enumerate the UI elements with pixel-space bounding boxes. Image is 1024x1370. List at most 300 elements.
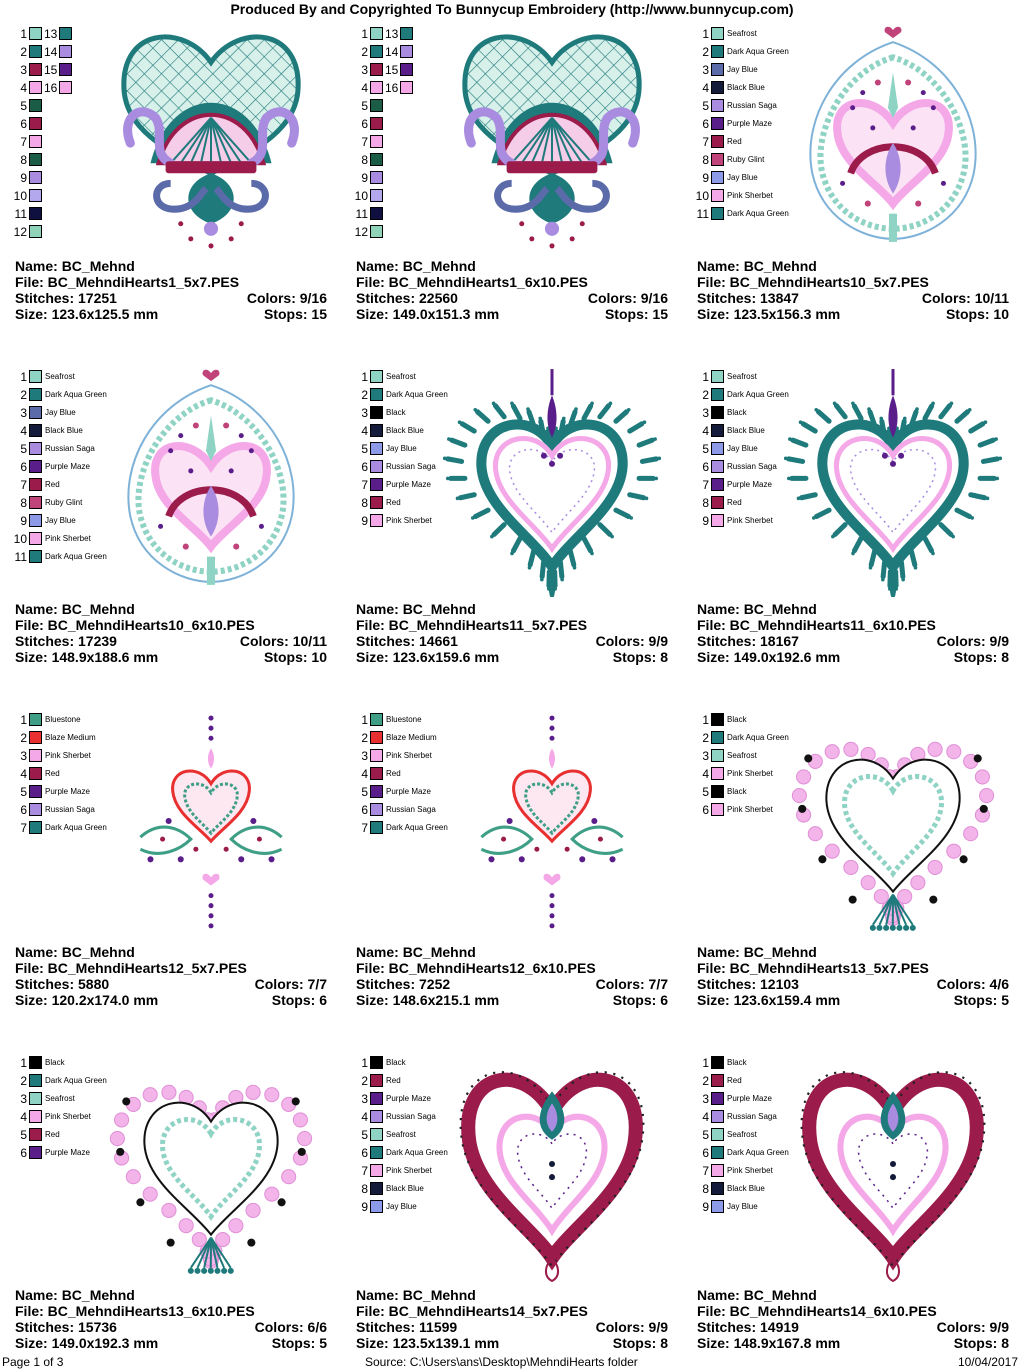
color-swatch (370, 496, 383, 509)
color-count: 7/7 (307, 976, 327, 992)
color-number: 12 (354, 225, 368, 239)
design-card (682, 363, 1024, 706)
design-info (356, 944, 668, 1008)
color-number: 8 (20, 496, 27, 510)
color-swatch (711, 1074, 724, 1087)
color-swatch (711, 731, 724, 744)
thread-name: Black (727, 787, 747, 796)
heart-embroidery-image (778, 1051, 1008, 1283)
color-swatch (711, 153, 724, 166)
design-info (697, 1287, 1009, 1351)
color-number: 2 (361, 388, 368, 402)
color-swatch (29, 1128, 42, 1141)
thread-name: Seafrost (45, 372, 75, 381)
design-size: 123.6x159.4 mm (733, 992, 841, 1008)
color-swatch (711, 713, 724, 726)
color-number: 10 (354, 189, 368, 203)
color-number: 3 (702, 1092, 709, 1106)
thread-name: Jay Blue (727, 65, 758, 74)
stitches-label: Stitches: (356, 1319, 416, 1335)
color-number: 11 (355, 207, 368, 221)
stitch-count: 14919 (760, 1319, 799, 1335)
colors-label: Colors: (921, 290, 971, 306)
color-swatch (370, 1146, 383, 1159)
color-number: 13 (385, 27, 399, 41)
color-count: 4/6 (989, 976, 1009, 992)
stop-count: 15 (652, 306, 668, 322)
color-number: 4 (20, 1110, 27, 1124)
colors-label: Colors: (936, 1319, 986, 1335)
thread-name: Jay Blue (45, 408, 76, 417)
color-number: 2 (20, 1074, 27, 1088)
colors-label: Colors: (595, 1319, 645, 1335)
color-number: 9 (702, 514, 709, 528)
stitch-count: 5880 (78, 976, 110, 992)
color-number: 2 (361, 1074, 368, 1088)
color-swatch (400, 81, 413, 94)
color-number: 9 (702, 171, 709, 185)
color-swatch (370, 1164, 383, 1177)
design-name: BC_Mehnd (743, 601, 817, 617)
file-label: File: (15, 960, 44, 976)
thread-name: Black Blue (727, 1184, 765, 1193)
color-count: 9/16 (640, 290, 668, 306)
color-number: 3 (702, 63, 709, 77)
thread-name: Red (727, 498, 742, 507)
color-swatch (29, 207, 42, 220)
colors-label: Colors: (595, 633, 645, 649)
thread-name: Dark Aqua Green (727, 390, 789, 399)
thread-name: Jay Blue (386, 1202, 417, 1211)
thread-name: Seafrost (727, 751, 757, 760)
color-number: 4 (702, 1110, 709, 1124)
file-label: File: (356, 1303, 385, 1319)
design-name: BC_Mehnd (61, 1287, 135, 1303)
size-label: Size: (356, 306, 389, 322)
design-name: BC_Mehnd (402, 1287, 476, 1303)
color-number: 3 (20, 63, 27, 77)
thread-name: Ruby Glint (727, 155, 765, 164)
color-swatch (711, 406, 724, 419)
thread-name: Dark Aqua Green (386, 823, 448, 832)
color-number: 2 (20, 45, 27, 59)
color-number: 4 (20, 767, 27, 781)
color-swatch (370, 460, 383, 473)
stitch-count: 17251 (78, 290, 117, 306)
stops-label: Stops: (953, 649, 998, 665)
color-number: 6 (361, 117, 368, 131)
design-name: BC_Mehnd (743, 944, 817, 960)
color-swatch (711, 803, 724, 816)
color-swatch (29, 388, 42, 401)
design-info (15, 944, 327, 1008)
color-number: 8 (361, 496, 368, 510)
thread-name: Black Blue (386, 1184, 424, 1193)
design-size: 123.6x125.5 mm (51, 306, 159, 322)
colors-label: Colors: (587, 290, 637, 306)
thread-name: Black (727, 1058, 747, 1067)
color-swatch (711, 749, 724, 762)
color-number: 2 (20, 388, 27, 402)
stitches-label: Stitches: (15, 290, 75, 306)
color-number: 3 (361, 63, 368, 77)
file-label: File: (356, 960, 385, 976)
color-number: 4 (361, 767, 368, 781)
file-label: File: (15, 274, 44, 290)
color-swatch (711, 81, 724, 94)
file-label: File: (697, 1303, 726, 1319)
size-label: Size: (15, 992, 48, 1008)
file-label: File: (697, 617, 726, 633)
design-size: 149.0x192.6 mm (733, 649, 841, 665)
file-label: File: (697, 274, 726, 290)
colors-label: Colors: (936, 976, 986, 992)
color-number: 12 (13, 225, 27, 239)
color-swatch (370, 370, 383, 383)
thread-name: Pink Sherbet (727, 769, 773, 778)
color-count: 7/7 (648, 976, 668, 992)
color-number: 2 (361, 731, 368, 745)
color-count: 9/9 (989, 1319, 1009, 1335)
color-swatch (59, 27, 72, 40)
design-name: BC_Mehnd (61, 601, 135, 617)
stitch-count: 12103 (760, 976, 799, 992)
color-number: 5 (702, 785, 709, 799)
stitches-label: Stitches: (356, 976, 416, 992)
design-card (0, 20, 342, 363)
color-swatch (29, 99, 42, 112)
thread-name: Russian Saga (45, 444, 95, 453)
color-number: 8 (702, 153, 709, 167)
heart-embroidery-image (437, 22, 667, 254)
size-label: Size: (356, 649, 389, 665)
color-number: 7 (361, 1164, 368, 1178)
page-header (0, 1, 1024, 17)
design-card (341, 363, 683, 706)
color-number: 5 (20, 99, 27, 113)
color-number: 3 (20, 406, 27, 420)
stitches-label: Stitches: (697, 290, 757, 306)
design-card (0, 363, 342, 706)
color-number: 4 (702, 767, 709, 781)
color-number: 4 (20, 424, 27, 438)
color-swatch (370, 713, 383, 726)
color-number: 1 (20, 1056, 27, 1070)
stop-count: 5 (1001, 992, 1009, 1008)
color-swatch (29, 1056, 42, 1069)
color-number: 14 (385, 45, 399, 59)
color-number: 2 (702, 388, 709, 402)
color-swatch (400, 45, 413, 58)
color-swatch (370, 803, 383, 816)
color-number: 8 (702, 496, 709, 510)
color-swatch (711, 785, 724, 798)
stop-count: 8 (1001, 1335, 1009, 1351)
design-info (697, 258, 1009, 322)
color-swatch (29, 63, 42, 76)
color-swatch (370, 81, 383, 94)
design-name: BC_Mehnd (61, 944, 135, 960)
print-date: 10/04/2017 (957, 1355, 1018, 1369)
name-label: Name: (697, 944, 740, 960)
thread-name: Russian Saga (727, 101, 777, 110)
design-card (682, 20, 1024, 363)
thread-name: Pink Sherbet (727, 191, 773, 200)
page-number: Page 1 of 3 (2, 1355, 64, 1369)
thread-name: Bluestone (386, 715, 422, 724)
color-swatch (370, 189, 383, 202)
stitches-label: Stitches: (697, 976, 757, 992)
color-number: 1 (361, 27, 368, 41)
thread-name: Ruby Glint (45, 498, 83, 507)
stop-count: 15 (311, 306, 327, 322)
thread-name: Black Blue (727, 83, 765, 92)
thread-name: Dark Aqua Green (386, 1148, 448, 1157)
colors-label: Colors: (246, 290, 296, 306)
name-label: Name: (356, 601, 399, 617)
file-name: BC_MehndiHearts14_5x7.PES (388, 1303, 588, 1319)
color-number: 7 (702, 135, 709, 149)
size-label: Size: (697, 306, 730, 322)
color-swatch (370, 731, 383, 744)
color-swatch (29, 171, 42, 184)
color-swatch (370, 1128, 383, 1141)
thread-name: Red (45, 769, 60, 778)
color-number: 3 (20, 1092, 27, 1106)
color-number: 2 (702, 1074, 709, 1088)
color-number: 1 (361, 1056, 368, 1070)
color-swatch (711, 478, 724, 491)
color-number: 9 (702, 1200, 709, 1214)
design-card (682, 706, 1024, 1049)
thread-name: Russian Saga (727, 1112, 777, 1121)
heart-embroidery-image (778, 22, 1008, 254)
file-name: BC_MehndiHearts1_5x7.PES (47, 274, 240, 290)
color-swatch (370, 424, 383, 437)
color-swatch (711, 1200, 724, 1213)
stitch-count: 14661 (419, 633, 458, 649)
color-swatch (400, 27, 413, 40)
page-title: Produced By and Copyrighted To Bunnycup Embroidery (http://www.bunnycup.com) (230, 1, 794, 17)
stop-count: 6 (319, 992, 327, 1008)
file-label: File: (356, 274, 385, 290)
thread-name: Jay Blue (727, 173, 758, 182)
file-label: File: (15, 617, 44, 633)
name-label: Name: (15, 944, 58, 960)
design-size: 123.6x159.6 mm (392, 649, 500, 665)
color-number: 5 (20, 442, 27, 456)
color-number: 5 (702, 442, 709, 456)
design-info (697, 601, 1009, 665)
file-name: BC_MehndiHearts10_5x7.PES (729, 274, 929, 290)
thread-name: Blaze Medium (45, 733, 96, 742)
stops-label: Stops: (953, 992, 998, 1008)
color-number: 3 (361, 1092, 368, 1106)
thread-name: Seafrost (727, 1130, 757, 1139)
color-number: 5 (361, 1128, 368, 1142)
color-number: 1 (20, 27, 27, 41)
file-name: BC_MehndiHearts11_5x7.PES (388, 617, 588, 633)
colors-label: Colors: (239, 633, 289, 649)
color-swatch (370, 135, 383, 148)
file-name: BC_MehndiHearts12_6x10.PES (388, 960, 596, 976)
thread-name: Pink Sherbet (386, 1166, 432, 1175)
color-number: 5 (361, 442, 368, 456)
design-preview (778, 22, 1008, 254)
thread-name: Seafrost (386, 1130, 416, 1139)
color-swatch (711, 135, 724, 148)
heart-embroidery-image (96, 708, 326, 940)
heart-embroidery-image (437, 1051, 667, 1283)
color-swatch (29, 749, 42, 762)
file-label: File: (15, 1303, 44, 1319)
color-number: 6 (702, 803, 709, 817)
file-name: BC_MehndiHearts12_5x7.PES (47, 960, 247, 976)
color-count: 10/11 (974, 290, 1009, 306)
thread-name: Dark Aqua Green (45, 390, 107, 399)
stops-label: Stops: (263, 649, 308, 665)
heart-embroidery-image (778, 708, 1008, 940)
thread-name: Red (386, 1076, 401, 1085)
stops-label: Stops: (612, 992, 657, 1008)
color-swatch (711, 27, 724, 40)
color-number: 9 (361, 514, 368, 528)
color-swatch (711, 442, 724, 455)
design-name: BC_Mehnd (402, 944, 476, 960)
size-label: Size: (697, 1335, 730, 1351)
color-number: 7 (361, 135, 368, 149)
color-swatch (29, 117, 42, 130)
stitch-count: 17239 (78, 633, 117, 649)
design-name: BC_Mehnd (402, 258, 476, 274)
name-label: Name: (697, 258, 740, 274)
color-swatch (29, 135, 42, 148)
color-swatch (711, 460, 724, 473)
color-number: 8 (361, 1182, 368, 1196)
design-info (697, 944, 1009, 1008)
color-swatch (29, 785, 42, 798)
thread-name: Purple Maze (45, 1148, 90, 1157)
color-number: 5 (702, 99, 709, 113)
color-count: 9/9 (648, 633, 668, 649)
stops-label: Stops: (604, 306, 649, 322)
design-info (356, 601, 668, 665)
color-swatch (400, 63, 413, 76)
design-card (682, 1049, 1024, 1370)
color-swatch (29, 1092, 42, 1105)
stops-label: Stops: (612, 1335, 657, 1351)
name-label: Name: (356, 1287, 399, 1303)
color-count: 9/16 (299, 290, 327, 306)
heart-embroidery-image (437, 365, 667, 597)
stitches-label: Stitches: (15, 633, 75, 649)
color-swatch (711, 1128, 724, 1141)
color-swatch (29, 532, 42, 545)
color-number: 4 (702, 81, 709, 95)
color-swatch (370, 63, 383, 76)
color-number: 7 (361, 821, 368, 835)
thread-name: Jay Blue (45, 516, 76, 525)
name-label: Name: (697, 601, 740, 617)
color-count: 9/9 (648, 1319, 668, 1335)
stitch-count: 22560 (419, 290, 458, 306)
color-swatch (711, 370, 724, 383)
file-name: BC_MehndiHearts14_6x10.PES (729, 1303, 937, 1319)
size-label: Size: (697, 992, 730, 1008)
design-size: 120.2x174.0 mm (51, 992, 159, 1008)
thread-name: Purple Maze (386, 787, 431, 796)
thread-name: Dark Aqua Green (727, 47, 789, 56)
color-swatch (370, 1182, 383, 1195)
thread-name: Dark Aqua Green (45, 823, 107, 832)
thread-name: Red (727, 137, 742, 146)
color-number: 5 (20, 1128, 27, 1142)
stitch-count: 7252 (419, 976, 451, 992)
heart-embroidery-image (778, 365, 1008, 597)
color-swatch (29, 45, 42, 58)
thread-name: Pink Sherbet (45, 534, 91, 543)
design-preview (778, 365, 1008, 597)
thread-name: Pink Sherbet (45, 1112, 91, 1121)
color-number: 1 (361, 370, 368, 384)
size-label: Size: (356, 1335, 389, 1351)
thread-name: Pink Sherbet (727, 516, 773, 525)
design-name: BC_Mehnd (61, 258, 135, 274)
page-footer (0, 1355, 1024, 1370)
color-swatch (711, 1110, 724, 1123)
color-swatch (29, 424, 42, 437)
name-label: Name: (15, 1287, 58, 1303)
thread-name: Russian Saga (727, 462, 777, 471)
color-swatch (370, 153, 383, 166)
design-size: 148.6x215.1 mm (392, 992, 500, 1008)
size-label: Size: (697, 649, 730, 665)
thread-name: Black Blue (727, 426, 765, 435)
stitches-label: Stitches: (15, 1319, 75, 1335)
name-label: Name: (356, 944, 399, 960)
color-number: 6 (20, 1146, 27, 1160)
color-swatch (370, 45, 383, 58)
stitch-count: 18167 (760, 633, 799, 649)
color-count: 9/9 (989, 633, 1009, 649)
file-name: BC_MehndiHearts13_5x7.PES (729, 960, 929, 976)
thread-name: Jay Blue (727, 1202, 758, 1211)
thread-name: Dark Aqua Green (727, 209, 789, 218)
color-number: 11 (696, 207, 709, 221)
design-preview (96, 22, 326, 254)
color-swatch (29, 1110, 42, 1123)
design-preview (437, 1051, 667, 1283)
file-name: BC_MehndiHearts11_6x10.PES (729, 617, 936, 633)
color-number: 16 (44, 81, 58, 95)
color-swatch (29, 731, 42, 744)
stops-label: Stops: (953, 1335, 998, 1351)
color-number: 6 (361, 460, 368, 474)
design-size: 123.5x139.1 mm (392, 1335, 500, 1351)
thread-name: Black (727, 408, 747, 417)
color-swatch (370, 27, 383, 40)
design-info (15, 258, 327, 322)
color-number: 4 (20, 81, 27, 95)
color-number: 6 (361, 1146, 368, 1160)
thread-name: Russian Saga (386, 805, 436, 814)
color-swatch (370, 1110, 383, 1123)
color-number: 6 (702, 117, 709, 131)
color-count: 6/6 (307, 1319, 327, 1335)
color-swatch (711, 496, 724, 509)
design-name: BC_Mehnd (743, 258, 817, 274)
thread-name: Red (45, 480, 60, 489)
